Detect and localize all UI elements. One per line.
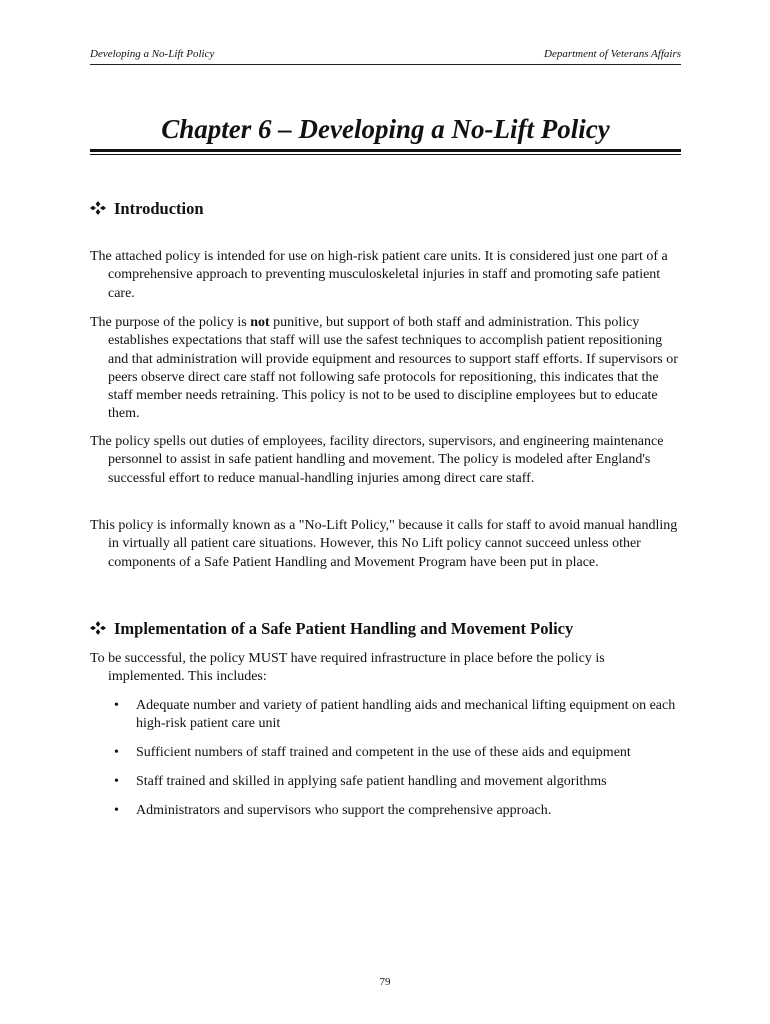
introduction-heading-text: Introduction (114, 199, 204, 218)
intro-paragraph-3: The policy spells out duties of employees, facility directors, supervisors, and engineering maintenance personnel to assist in safe patient handling and movement. The policy is modeled after England's successful effort to reduce manual-handling injuries among direct care staff. (90, 434, 664, 486)
four-diamond-icon (90, 621, 106, 635)
bullet-icon: • (114, 698, 119, 713)
list-item (90, 744, 681, 762)
infrastructure-bullet-list (90, 697, 681, 830)
running-header (90, 46, 681, 65)
list-item-text: Administrators and supervisors who support the comprehensive approach. (136, 802, 552, 818)
bullet-icon: • (114, 802, 119, 818)
bullet-icon: • (114, 773, 119, 789)
intro-paragraph-1: The attached policy is intended for use on high-risk patient care units. It is considered just one part of a comprehensive approach to preventing musculoskeletal injuries in staff and promoting safe patient care. (90, 249, 668, 301)
list-item (90, 802, 681, 820)
title-rule-thick (90, 149, 681, 152)
bullet-icon: • (114, 745, 119, 761)
implementation-heading-text: Implementation of a Safe Patient Handling and Movement Policy (114, 619, 574, 638)
header-document-title: Developing a No-Lift Policy (90, 48, 215, 60)
p2-text-start: The purpose of the policy is (90, 315, 251, 330)
four-diamond-icon (90, 201, 106, 215)
intro-paragraph-2 (90, 314, 681, 424)
p2-emphasis-not: not (250, 315, 270, 330)
section-heading-implementation (90, 619, 573, 639)
list-item (90, 697, 681, 734)
list-item-text: Adequate number and variety of patient handling aids and mechanical lifting equipment on each high-risk patient care unit (136, 698, 676, 732)
implementation-intro-paragraph: To be successful, the policy MUST have required infrastructure in place before the policy is implemented. This includes: (90, 651, 605, 685)
list-item-text: Sufficient numbers of staff trained and competent in the use of these aids and equipment (136, 745, 631, 761)
title-rule-thin (90, 154, 681, 155)
list-item (90, 773, 681, 791)
chapter-title: Chapter 6 – Developing a No-Lift Policy (161, 114, 610, 144)
p2-text-end: punitive, but support of both staff and administration. This policy establishes expectations that staff will use the safest techniques to accomplish patient repositioning and that administration will provide equipment and resources to support staff efforts. If supervisors or peers observe direct care staff not following safe protocols for repositioning, this indicates that the staff member needs retraining. This policy is not to be used to discipline employees but to educate them. (108, 315, 678, 422)
list-item-text: Staff trained and skilled in applying safe patient handling and movement algorithms (136, 773, 607, 789)
header-department: Department of Veterans Affairs (544, 48, 681, 60)
section-heading-introduction (90, 199, 204, 219)
page-number: 79 (379, 976, 391, 988)
intro-paragraph-4: This policy is informally known as a "No-Lift Policy," because it calls for staff to avoid manual handling in virtually all patient care situations. However, this No Lift policy cannot succeed unless other components of a Safe Patient Handling and Movement Program have been put in place. (90, 518, 678, 570)
